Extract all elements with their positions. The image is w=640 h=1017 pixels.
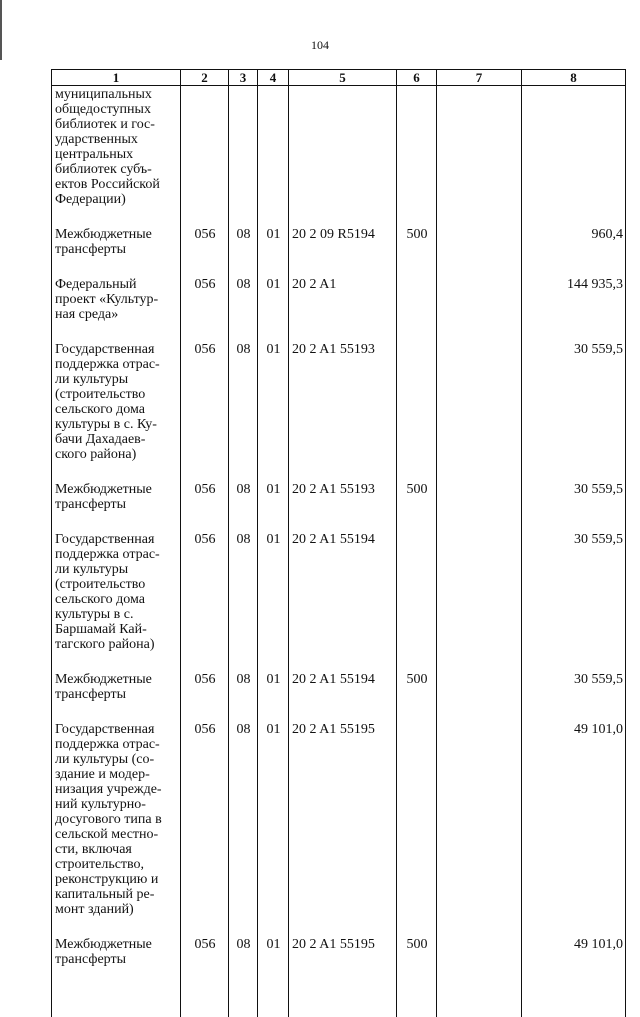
header-row [52, 70, 626, 86]
cell-name [52, 672, 181, 722]
cell-target-item [289, 86, 397, 228]
cell-name-line: сельского дома [55, 402, 178, 417]
cell-name-line: ний культурно- [55, 797, 178, 812]
cell-col7 [437, 937, 522, 987]
cell-col7 [437, 532, 522, 672]
cell-name-line: ная среда» [55, 307, 178, 322]
cell-expense-type: 500 [397, 937, 437, 987]
budget-table [51, 69, 626, 1017]
cell-name [52, 482, 181, 532]
cell-name-line: Межбюджетные [55, 227, 178, 242]
cell-name-line: поддержка отрас- [55, 547, 178, 562]
column-header: 5 [289, 70, 397, 86]
cell-admin-code: 056 [181, 482, 229, 532]
cell-name-line: сти, включая [55, 842, 178, 857]
cell-target-item: 20 2 A1 55193 [289, 342, 397, 482]
cell-name-line: муниципальных [55, 87, 178, 102]
cell-name-line: ектов Российской [55, 177, 178, 192]
cell-name-line: культуры в с. [55, 607, 178, 622]
cell-subsection: 01 [258, 342, 289, 482]
cell-name-line: трансферты [55, 497, 178, 512]
cell-admin-code: 056 [181, 532, 229, 672]
cell-name-line: Межбюджетные [55, 482, 178, 497]
cell-name-line: Государственная [55, 342, 178, 357]
table-row [52, 277, 626, 342]
cell-expense-type [397, 86, 437, 228]
cell-subsection [258, 86, 289, 228]
cell-name-line: трансферты [55, 242, 178, 257]
cell-name-line: Баршамай Кай- [55, 622, 178, 637]
cell-name-line: библиотек и гос- [55, 117, 178, 132]
empty-cell [289, 987, 397, 1017]
table-row [52, 482, 626, 532]
cell-subsection: 01 [258, 672, 289, 722]
cell-admin-code: 056 [181, 672, 229, 722]
cell-admin-code: 056 [181, 277, 229, 342]
cell-amount [522, 86, 626, 228]
cell-target-item: 20 2 A1 55194 [289, 672, 397, 722]
table-row [52, 937, 626, 987]
cell-name-line: культуры в с. Ку- [55, 417, 178, 432]
cell-expense-type: 500 [397, 482, 437, 532]
cell-col7 [437, 277, 522, 342]
cell-section [229, 86, 258, 228]
cell-expense-type: 500 [397, 227, 437, 277]
cell-target-item: 20 2 A1 55195 [289, 722, 397, 937]
cell-subsection: 01 [258, 227, 289, 277]
cell-amount: 30 559,5 [522, 482, 626, 532]
cell-name-line: библиотек субъ- [55, 162, 178, 177]
cell-amount: 30 559,5 [522, 532, 626, 672]
cell-amount: 960,4 [522, 227, 626, 277]
cell-amount: 144 935,3 [522, 277, 626, 342]
cell-subsection: 01 [258, 937, 289, 987]
cell-expense-type [397, 277, 437, 342]
table-row [52, 532, 626, 672]
cell-name [52, 342, 181, 482]
column-header: 4 [258, 70, 289, 86]
cell-section: 08 [229, 277, 258, 342]
empty-cell [229, 987, 258, 1017]
cell-col7 [437, 342, 522, 482]
cell-name-line: Межбюджетные [55, 937, 178, 952]
cell-target-item: 20 2 A1 55193 [289, 482, 397, 532]
cell-name-line: ли культуры (со- [55, 752, 178, 767]
cell-subsection: 01 [258, 532, 289, 672]
cell-name-line: проект «Культур- [55, 292, 178, 307]
cell-name-line: центральных [55, 147, 178, 162]
cell-name-line: реконструкцию и [55, 872, 178, 887]
cell-name-line: Федеральный [55, 277, 178, 292]
cell-expense-type [397, 532, 437, 672]
cell-amount: 30 559,5 [522, 672, 626, 722]
cell-target-item: 20 2 A1 [289, 277, 397, 342]
table-row [52, 342, 626, 482]
cell-name-line: бачи Дахадаев- [55, 432, 178, 447]
cell-name-line: ударственных [55, 132, 178, 147]
cell-section: 08 [229, 672, 258, 722]
cell-admin-code: 056 [181, 722, 229, 937]
cell-name-line: низация учрежде- [55, 782, 178, 797]
cell-name [52, 86, 181, 228]
empty-cell [181, 987, 229, 1017]
cell-section: 08 [229, 937, 258, 987]
empty-cell [522, 987, 626, 1017]
cell-col7 [437, 482, 522, 532]
column-header: 7 [437, 70, 522, 86]
cell-name [52, 227, 181, 277]
table-body [52, 86, 626, 1017]
cell-name-line: капитальный ре- [55, 887, 178, 902]
cell-name-line: сельского дома [55, 592, 178, 607]
cell-section: 08 [229, 227, 258, 277]
cell-name-line: ского района) [55, 447, 178, 462]
cell-name-line: монт зданий) [55, 902, 178, 917]
table-row [52, 227, 626, 277]
column-header: 3 [229, 70, 258, 86]
cell-name [52, 532, 181, 672]
empty-cell [258, 987, 289, 1017]
cell-subsection: 01 [258, 277, 289, 342]
cell-subsection: 01 [258, 722, 289, 937]
cell-name-line: Государственная [55, 532, 178, 547]
cell-section: 08 [229, 482, 258, 532]
cell-name-line: общедоступных [55, 102, 178, 117]
cell-name-line: строительство, [55, 857, 178, 872]
cell-name [52, 277, 181, 342]
empty-cell [397, 987, 437, 1017]
cell-name-line: поддержка отрас- [55, 357, 178, 372]
table-tail [52, 987, 626, 1017]
column-header: 6 [397, 70, 437, 86]
cell-name-line: здание и модер- [55, 767, 178, 782]
cell-name-line: сельской местно- [55, 827, 178, 842]
table-row [52, 86, 626, 228]
cell-name-line: Межбюджетные [55, 672, 178, 687]
cell-section: 08 [229, 722, 258, 937]
cell-name-line: Государственная [55, 722, 178, 737]
cell-expense-type [397, 342, 437, 482]
cell-section: 08 [229, 532, 258, 672]
cell-name-line: трансферты [55, 687, 178, 702]
cell-name-line: поддержка отрас- [55, 737, 178, 752]
cell-section: 08 [229, 342, 258, 482]
column-header: 2 [181, 70, 229, 86]
table-row [52, 672, 626, 722]
column-header: 8 [522, 70, 626, 86]
cell-col7 [437, 672, 522, 722]
cell-name-line: трансферты [55, 952, 178, 967]
cell-amount: 49 101,0 [522, 937, 626, 987]
cell-name-line: тагского района) [55, 637, 178, 652]
empty-cell [52, 987, 181, 1017]
cell-name-line: (строительство [55, 577, 178, 592]
cell-admin-code: 056 [181, 227, 229, 277]
cell-name-line: ли культуры [55, 372, 178, 387]
cell-name [52, 937, 181, 987]
cell-name-line: Федерации) [55, 192, 178, 207]
cell-col7 [437, 227, 522, 277]
cell-target-item: 20 2 A1 55195 [289, 937, 397, 987]
cell-target-item: 20 2 09 R5194 [289, 227, 397, 277]
cell-target-item: 20 2 A1 55194 [289, 532, 397, 672]
cell-amount: 49 101,0 [522, 722, 626, 937]
empty-cell [437, 987, 522, 1017]
cell-admin-code [181, 86, 229, 228]
cell-col7 [437, 86, 522, 228]
column-header: 1 [52, 70, 181, 86]
cell-admin-code: 056 [181, 937, 229, 987]
cell-subsection: 01 [258, 482, 289, 532]
cell-amount: 30 559,5 [522, 342, 626, 482]
cell-name-line: досугового типа в [55, 812, 178, 827]
cell-name-line: (строительство [55, 387, 178, 402]
page-number: 104 [0, 38, 640, 53]
cell-expense-type: 500 [397, 672, 437, 722]
cell-name-line: ли культуры [55, 562, 178, 577]
cell-admin-code: 056 [181, 342, 229, 482]
